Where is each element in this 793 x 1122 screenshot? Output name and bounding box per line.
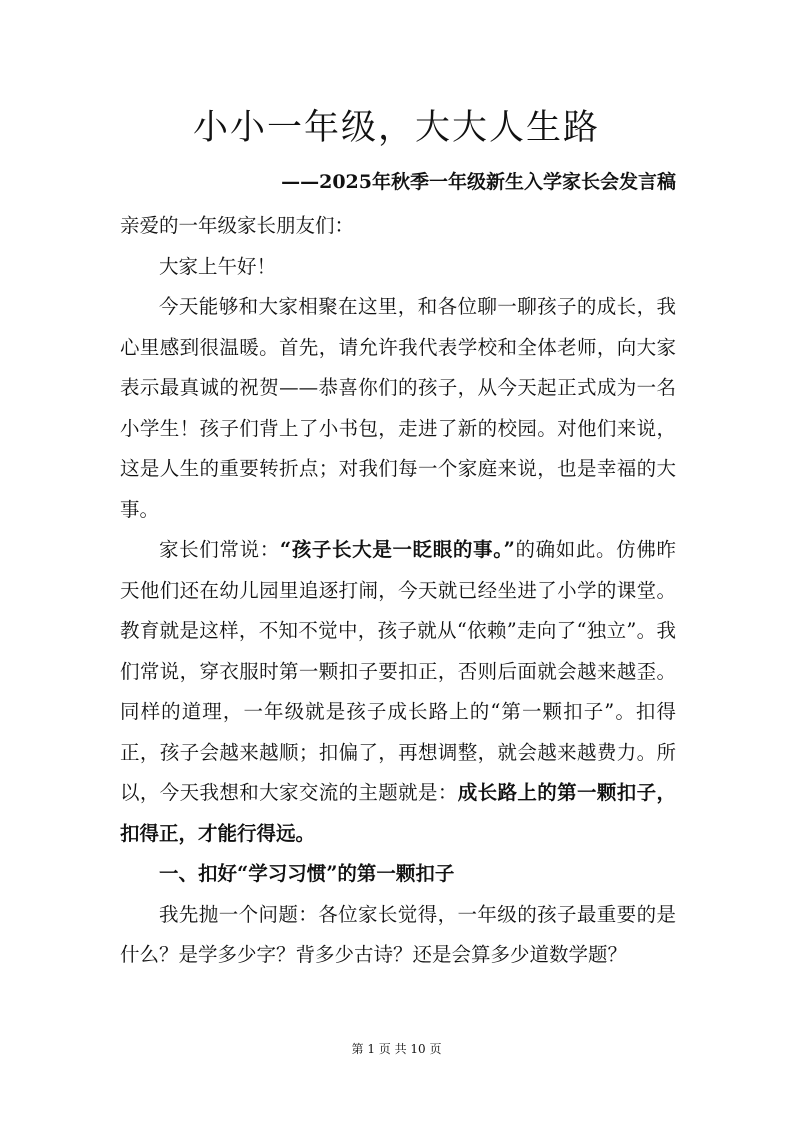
paragraph-2-quote: “孩子长大是一眨眼的事。”: [279, 538, 515, 561]
document-title: 小小一年级，大大人生路: [192, 108, 600, 148]
document-subtitle: ——2025年秋季一年级新生入学家长会发言稿: [281, 171, 676, 193]
paragraph-2-intro: 家长们常说：: [159, 538, 280, 561]
paragraph-1: 今天能够和大家相聚在这里，和各位聊一聊孩子的成长，我心里感到很温暖。首先，请允许我代表学校和全体老师，向大家表示最真诚的祝贺——恭喜你们的孩子，从今天起正式成为一名小学生！孩子们背上了小书包，走进了新的校园。对他们来说，这是人生的重要转折点；对我们每一个家庭来说，也是幸福的大事。: [120, 295, 676, 521]
paragraph-2-rest: 的确如此。仿佛昨天他们还在幼儿园里追逐打闹，今天就已经坐进了小学的课堂。教育就是这样，不知不觉中，孩子就从“依赖”走向了“独立”。我们常说，穿衣服时第一颗扣子要扣正，否则后面就会越来越歪。同样的道理，一年级就是孩子成长路上的“第一颗扣子”。扣得正，孩子会越来越顺；扣偏了，再想调整，就会越来越费力。所以，今天我想和大家交流的主题就是：: [120, 538, 676, 804]
page-number: 第 1 页 共 10 页: [351, 1042, 442, 1056]
paragraph-2-theme: 成长路上的第一颗扣子，扣得正，才能行得远。: [120, 781, 676, 845]
section-heading-1: 一、扣好“学习习惯”的第一颗扣子: [159, 862, 455, 885]
salutation: 亲爱的一年级家长朋友们：: [120, 214, 355, 237]
paragraph-3: 我先抛一个问题：各位家长觉得，一年级的孩子最重要的是什么？是学多少字？背多少古诗？还是会算多少道数学题？: [120, 902, 676, 966]
greeting: 大家上午好！: [159, 254, 277, 278]
document-body: [120, 206, 676, 976]
paragraph-2: [120, 530, 676, 854]
